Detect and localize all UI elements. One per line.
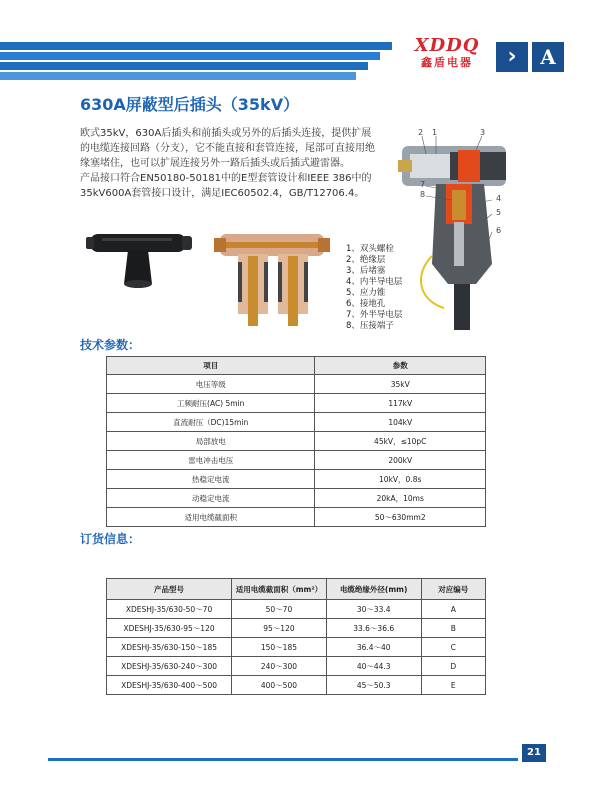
legend-item: 6、接地孔 (346, 299, 386, 309)
table-row (107, 489, 486, 508)
table-cell: 240～300 (232, 657, 327, 676)
intro-text (80, 126, 380, 201)
legend-item: 5、应力锥 (346, 288, 386, 298)
logo-mark: XDDQ (414, 35, 480, 56)
table-header: 电缆绝缘外径(mm) (326, 579, 421, 600)
intro-paragraph: 产品接口符合EN50180-50181中的E型套管设计和IEEE 386中的35kV600A套管接口设计，满足IEC60502.4，GB/T12706.4。 (80, 173, 372, 199)
table-cell: 45kV，≤10pC (315, 432, 486, 451)
header-stripe (0, 42, 392, 50)
cutaway-label: 2 (418, 128, 424, 137)
table-row (107, 470, 486, 489)
table-row (107, 638, 486, 657)
legend-item: 1、双头螺栓 (346, 244, 394, 254)
table-cell: 200kV (315, 451, 486, 470)
table-row (107, 676, 486, 695)
tech-params-table (106, 356, 486, 527)
legend-item: 3、后堵塞 (346, 266, 386, 276)
table-header: 参数 (315, 357, 486, 375)
table-row (107, 451, 486, 470)
table-row (107, 508, 486, 527)
legend-item: 4、内半导电层 (346, 277, 403, 287)
table-cell: B (421, 619, 485, 638)
table-row (107, 413, 486, 432)
table-cell: 20kA，10ms (315, 489, 486, 508)
table-cell: 45～50.3 (326, 676, 421, 695)
table-cell: 热稳定电流 (107, 470, 315, 489)
section-letter-badge: A (532, 42, 564, 72)
table-row (107, 619, 486, 638)
table-row (107, 394, 486, 413)
cutaway-label: 4 (496, 194, 502, 203)
table-header: 适用电缆截面积（mm²） (232, 579, 327, 600)
cutaway-label: 1 (432, 128, 438, 137)
table-cell: 117kV (315, 394, 486, 413)
header-stripe (0, 62, 368, 70)
table-cell: 50～70 (232, 600, 327, 619)
table-cell: D (421, 657, 485, 676)
cutaway-label: 6 (496, 226, 502, 235)
header-stripe (0, 52, 380, 60)
order-info-table (106, 578, 486, 695)
table-cell: 150～185 (232, 638, 327, 657)
table-cell: 33.6～36.6 (326, 619, 421, 638)
table-row (107, 600, 486, 619)
legend-item: 8、压接端子 (346, 321, 394, 331)
table-cell: 30～33.4 (326, 600, 421, 619)
chevron-right-icon[interactable]: › (496, 42, 528, 72)
table-cell: 工频耐压(AC) 5min (107, 394, 315, 413)
table-cell: XDESHJ-35/630-95～120 (107, 619, 232, 638)
tech-section-title: 技术参数： (80, 338, 141, 352)
cutaway-label: 7 (420, 180, 426, 189)
table-cell: 400～500 (232, 676, 327, 695)
table-cell: 动稳定电流 (107, 489, 315, 508)
table-cell: 40～44.3 (326, 657, 421, 676)
product-photo-dual-cutaway (214, 226, 330, 328)
table-cell: 电压等级 (107, 375, 315, 394)
order-section-title: 订货信息： (80, 532, 141, 546)
table-header: 项目 (107, 357, 315, 375)
logo-name: 鑫盾电器 (421, 56, 473, 69)
table-cell: 直流耐压（DC)15min (107, 413, 315, 432)
table-header: 产品型号 (107, 579, 232, 600)
legend-item: 7、外半导电层 (346, 310, 403, 320)
header-stripe (0, 72, 356, 80)
cutaway-label: 8 (420, 190, 426, 199)
table-cell: 50～630mm2 (315, 508, 486, 527)
table-cell: E (421, 676, 485, 695)
legend-item: 2、绝缘层 (346, 255, 386, 265)
page-number: 21 (522, 744, 546, 762)
table-cell: 104kV (315, 413, 486, 432)
intro-paragraph: 欧式35kV，630A后插头和前插头或另外的后插头连接，提供扩展的电缆连接回路（分支），它不能直接和套管连接，尾部可直接用绝缘塞堵住，也可以扩展连接另外一路后插头或后插式避雷器。 (80, 128, 375, 169)
table-cell: 局部放电 (107, 432, 315, 451)
cutaway-label: 5 (496, 208, 502, 217)
table-row (107, 432, 486, 451)
company-logo (408, 36, 486, 70)
product-photo-black-connector (86, 226, 192, 290)
table-cell: XDESHJ-35/630-400～500 (107, 676, 232, 695)
table-cell: XDESHJ-35/630-50～70 (107, 600, 232, 619)
table-cell: 适用电缆截面积 (107, 508, 315, 527)
table-cell: 36.4～40 (326, 638, 421, 657)
table-row (107, 375, 486, 394)
footer-divider (48, 758, 518, 761)
table-cell: XDESHJ-35/630-240～300 (107, 657, 232, 676)
table-cell: A (421, 600, 485, 619)
table-cell: 35kV (315, 375, 486, 394)
table-cell: C (421, 638, 485, 657)
page-title: 630A屏蔽型后插头（35kV） (80, 95, 300, 114)
table-cell: 95～120 (232, 619, 327, 638)
cutaway-label: 3 (480, 128, 486, 137)
table-cell: 雷电冲击电压 (107, 451, 315, 470)
table-row (107, 657, 486, 676)
parts-legend (346, 244, 402, 332)
table-header: 对应编号 (421, 579, 485, 600)
table-cell: 10kV，0.8s (315, 470, 486, 489)
table-cell: XDESHJ-35/630-150～185 (107, 638, 232, 657)
